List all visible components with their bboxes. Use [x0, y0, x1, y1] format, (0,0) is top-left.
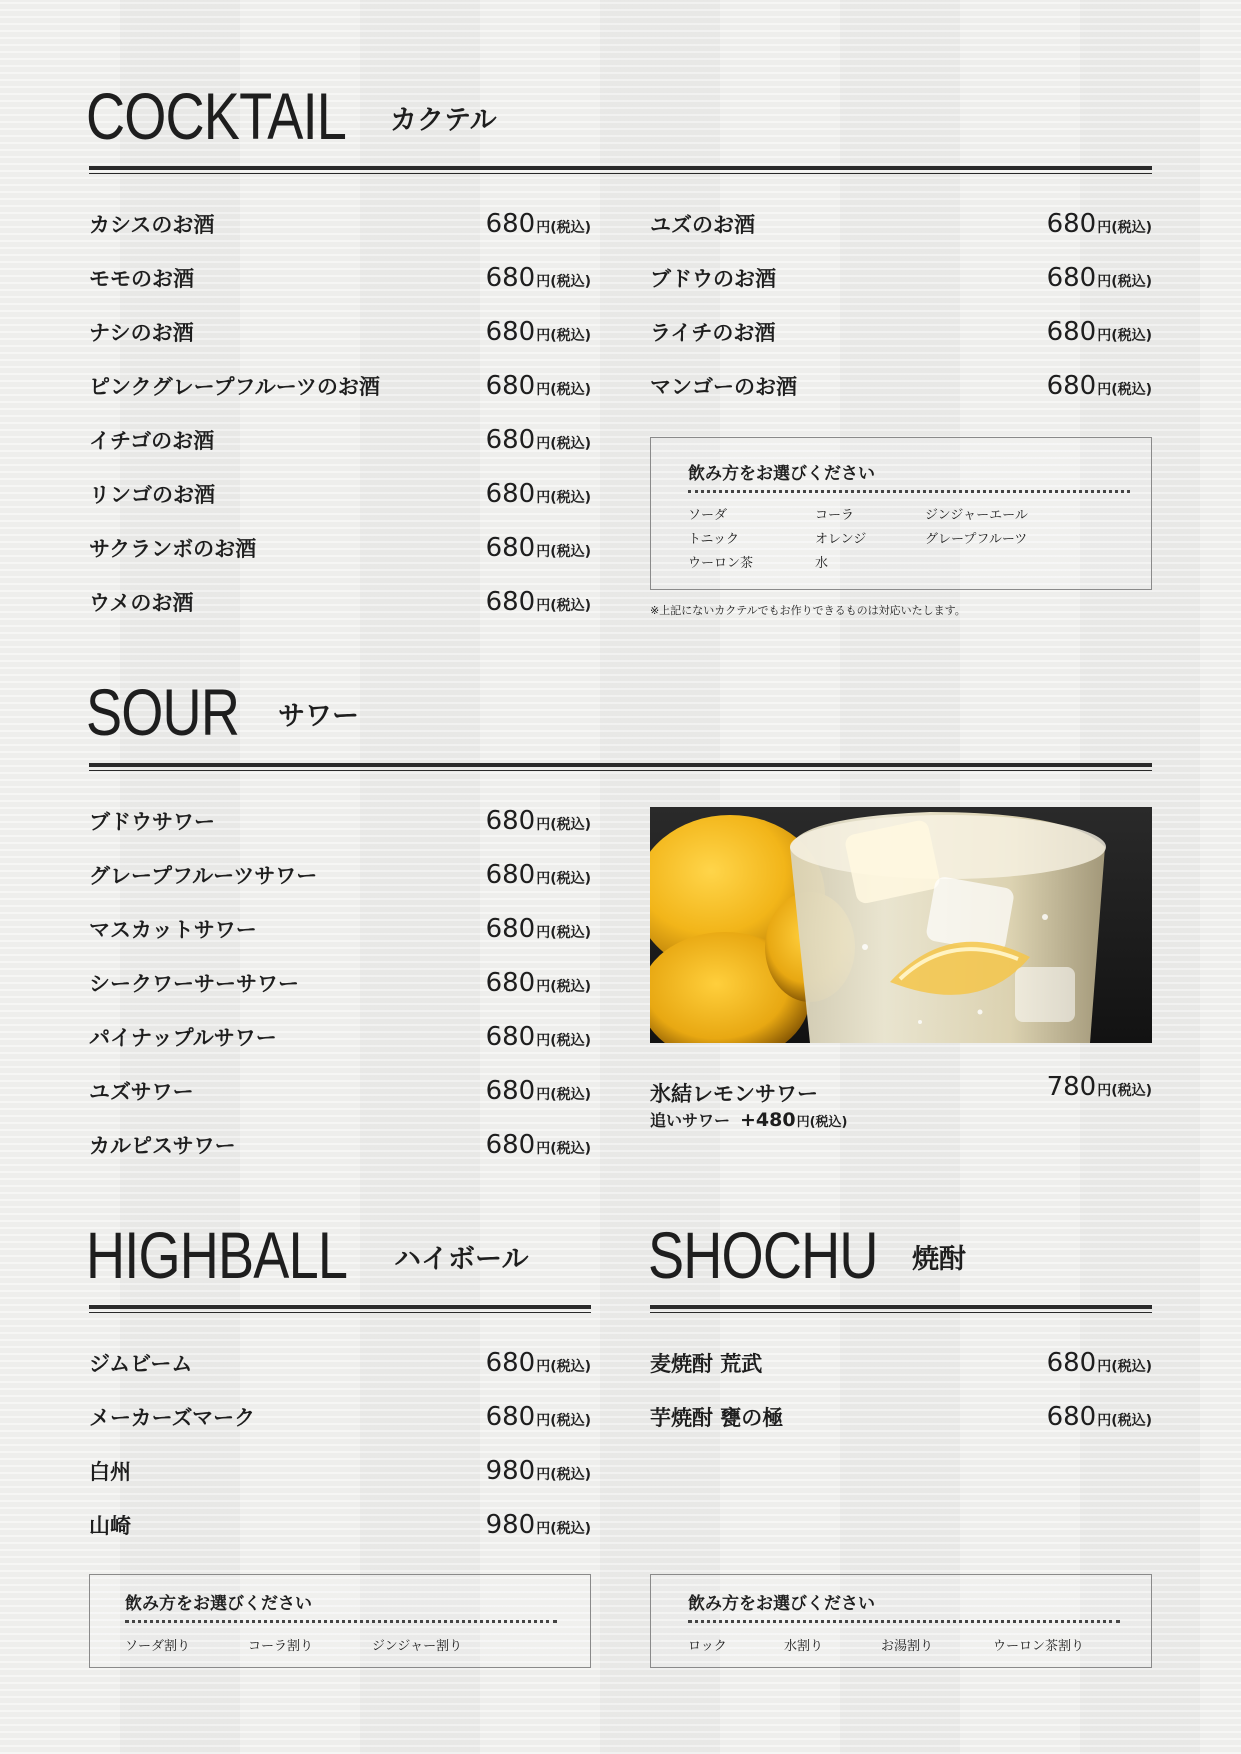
price-suffix: 円(税込): [1097, 1413, 1152, 1429]
mixer-option: トニック: [688, 532, 739, 547]
lemon-sour-photo: [650, 807, 1152, 1043]
highball-mixer-box: [89, 1574, 591, 1668]
highball-title-jp: ハイボール: [394, 1244, 529, 1275]
mixer-option: ジンジャー割り: [372, 1639, 463, 1654]
menu-item: [89, 305, 591, 359]
shochu-title-jp: 焼酎: [912, 1244, 966, 1275]
item-name: ピンクグレープフルーツのお酒: [89, 375, 380, 399]
price-number: 680: [1046, 209, 1097, 239]
refill-price: +480: [740, 1109, 796, 1131]
cocktail-rule-thin: [89, 173, 1152, 174]
item-price: [486, 1348, 591, 1378]
mixer-box-title: 飲み方をお選びください: [688, 1594, 875, 1614]
menu-item: [89, 1498, 591, 1552]
price-suffix: 円(税込): [536, 1359, 591, 1375]
item-name: メーカーズマーク: [89, 1406, 256, 1430]
item-name: ブドウサワー: [89, 810, 215, 834]
price-number: 680: [1046, 263, 1097, 293]
price-number: 680: [485, 371, 536, 401]
item-price: [486, 425, 591, 455]
cocktail-right-list: [650, 197, 1152, 413]
item-price: [486, 968, 591, 998]
item-name: サクランボのお酒: [89, 537, 257, 561]
price-suffix: 円(税込): [536, 436, 591, 452]
item-price: [486, 1076, 591, 1106]
price-suffix: 円(税込): [1097, 220, 1152, 236]
price-number: 680: [485, 587, 536, 617]
shochu-mixer-box: [650, 1574, 1152, 1668]
item-name: ジムビーム: [89, 1352, 193, 1376]
price-number: 680: [1046, 317, 1097, 347]
menu-item: [89, 848, 591, 902]
shochu-rule-thick: [650, 1305, 1152, 1309]
menu-item: [89, 251, 591, 305]
item-name: ナシのお酒: [89, 321, 194, 345]
featured-sour: [650, 1072, 1152, 1132]
item-name: モモのお酒: [89, 267, 194, 291]
item-price: [486, 371, 591, 401]
price-suffix: 円(税込): [536, 274, 591, 290]
price-suffix: 円(税込): [1097, 382, 1152, 398]
price-number: 680: [485, 968, 536, 998]
item-name: イチゴのお酒: [89, 429, 215, 453]
highball-title: HIGHBALL: [86, 1218, 348, 1292]
item-name: ブドウのお酒: [650, 267, 776, 291]
item-price: [486, 1510, 591, 1540]
menu-item: [89, 1118, 591, 1172]
mixer-option: お湯割り: [881, 1639, 934, 1654]
price-suffix: 円(税込): [796, 1115, 848, 1130]
mixer-option: グレープフルーツ: [925, 532, 1028, 547]
menu-item: [89, 1064, 591, 1118]
price-number: 680: [485, 425, 536, 455]
price-number: 680: [485, 479, 536, 509]
price-number: 680: [485, 806, 536, 836]
price-suffix: 円(税込): [536, 1413, 591, 1429]
menu-item: [89, 413, 591, 467]
cocktail-title: COCKTAIL: [86, 79, 347, 153]
shochu-list: [650, 1336, 1152, 1444]
menu-item: [89, 1390, 591, 1444]
item-name: 山崎: [89, 1514, 131, 1538]
cocktail-title-jp: カクテル: [390, 105, 497, 136]
menu-item: [650, 1336, 1152, 1390]
price-suffix: 円(税込): [536, 925, 591, 941]
shochu-rule-thin: [650, 1312, 1152, 1313]
mixer-option: ジンジャーエール: [925, 508, 1028, 523]
shochu-title: SHOCHU: [648, 1218, 878, 1292]
price-number: 680: [485, 1076, 536, 1106]
mixer-option: ソーダ: [688, 508, 728, 523]
refill-label: 追いサワー: [650, 1111, 731, 1130]
item-price: [486, 806, 591, 836]
item-name: カルピスサワー: [89, 1134, 236, 1158]
item-name: 麦焼酎 荒武: [650, 1352, 763, 1376]
menu-item: [89, 1444, 591, 1498]
sour-title-jp: サワー: [278, 701, 359, 732]
menu-item: [89, 521, 591, 575]
price-suffix: 円(税込): [536, 1467, 591, 1483]
price-number: 680: [485, 860, 536, 890]
price-number: 680: [485, 914, 536, 944]
mixer-box-title: 飲み方をお選びください: [125, 1594, 312, 1614]
item-price: [486, 1022, 591, 1052]
price-suffix: 円(税込): [1097, 1359, 1152, 1375]
price-suffix: 円(税込): [536, 871, 591, 887]
mixer-option: コーラ割り: [248, 1639, 314, 1654]
item-name: リンゴのお酒: [89, 483, 215, 507]
menu-item: [89, 467, 591, 521]
price-suffix: 円(税込): [536, 328, 591, 344]
price-number: 980: [485, 1456, 536, 1486]
price-number: 680: [485, 1348, 536, 1378]
sour-rule-thin: [89, 770, 1152, 771]
item-name: パイナップルサワー: [89, 1026, 277, 1050]
mixer-option: ウーロン茶割り: [993, 1639, 1085, 1654]
menu-item: [650, 305, 1152, 359]
cocktail-left-list: [89, 197, 591, 629]
item-name: 芋焼酎 甕の極: [650, 1406, 784, 1430]
price-suffix: 円(税込): [536, 490, 591, 506]
item-price: [486, 860, 591, 890]
item-name: グレープフルーツサワー: [89, 864, 318, 888]
item-price: [486, 533, 591, 563]
item-name: 白州: [89, 1460, 131, 1484]
item-name: ライチのお酒: [650, 321, 776, 345]
item-price: [1047, 263, 1152, 293]
item-name: カシスのお酒: [89, 213, 215, 237]
highball-list: [89, 1336, 591, 1552]
item-price: [486, 209, 591, 239]
item-price: [1047, 317, 1152, 347]
item-price: [486, 1456, 591, 1486]
mixer-option: ロック: [688, 1639, 727, 1654]
cocktail-rule-thick: [89, 166, 1152, 170]
menu-item: [650, 251, 1152, 305]
cocktail-mixer-box: [650, 437, 1152, 590]
price-suffix: 円(税込): [536, 1087, 591, 1103]
refill-line: [650, 1108, 848, 1131]
featured-price: [1047, 1072, 1152, 1102]
mixer-option: ウーロン茶: [688, 556, 754, 571]
sour-title: SOUR: [86, 675, 240, 749]
item-name: ユズのお酒: [650, 213, 755, 237]
item-price: [486, 587, 591, 617]
price-number: 680: [485, 317, 536, 347]
item-name: シークワーサーサワー: [89, 972, 299, 996]
item-price: [486, 1402, 591, 1432]
price-suffix: 円(税込): [536, 544, 591, 560]
price-suffix: 円(税込): [536, 817, 591, 833]
dotted-divider: [688, 490, 1130, 493]
menu-item: [650, 359, 1152, 413]
dotted-divider: [125, 1620, 557, 1623]
item-price: [1047, 371, 1152, 401]
item-price: [486, 1130, 591, 1160]
price-number: 680: [1046, 371, 1097, 401]
price-number: 680: [485, 1402, 536, 1432]
mixer-option: ソーダ割り: [125, 1639, 191, 1654]
price-number: 680: [485, 533, 536, 563]
item-price: [486, 263, 591, 293]
menu-item: [89, 575, 591, 629]
price-suffix: 円(税込): [1097, 1083, 1152, 1099]
price-suffix: 円(税込): [536, 979, 591, 995]
featured-name: 氷結レモンサワー: [650, 1082, 818, 1106]
price-number: 680: [1046, 1402, 1097, 1432]
highball-rule-thick: [89, 1305, 591, 1309]
price-number: 980: [485, 1510, 536, 1540]
price-number: 680: [485, 1022, 536, 1052]
price-suffix: 円(税込): [536, 598, 591, 614]
price-suffix: 円(税込): [536, 1033, 591, 1049]
menu-item: [89, 1010, 591, 1064]
cocktail-note: ※上記にないカクテルでもお作りできるものは対応いたします。: [650, 604, 966, 617]
price-suffix: 円(税込): [536, 220, 591, 236]
sour-rule-thick: [89, 763, 1152, 767]
price-suffix: 円(税込): [536, 1141, 591, 1157]
menu-item: [650, 1390, 1152, 1444]
menu-item: [650, 197, 1152, 251]
lemon-sour-illustration: [650, 807, 1152, 1043]
price-suffix: 円(税込): [536, 382, 591, 398]
price-number: 680: [485, 209, 536, 239]
item-price: [486, 317, 591, 347]
price-suffix: 円(税込): [1097, 274, 1152, 290]
sour-list: [89, 794, 591, 1172]
item-name: マンゴーのお酒: [650, 375, 797, 399]
item-price: [1047, 1402, 1152, 1432]
dotted-divider: [688, 1620, 1120, 1623]
menu-item: [89, 794, 591, 848]
mixer-option: 水割り: [784, 1639, 824, 1654]
mixer-option: オレンジ: [815, 532, 867, 547]
menu-item: [89, 197, 591, 251]
item-name: マスカットサワー: [89, 918, 257, 942]
highball-rule-thin: [89, 1312, 591, 1313]
menu-item: [89, 902, 591, 956]
price-number: 680: [485, 1130, 536, 1160]
menu-item: [89, 1336, 591, 1390]
menu-item: [89, 359, 591, 413]
mixer-box-title: 飲み方をお選びください: [688, 464, 875, 484]
item-name: ウメのお酒: [89, 591, 194, 615]
item-price: [486, 914, 591, 944]
item-name: ユズサワー: [89, 1080, 194, 1104]
menu-item: [89, 956, 591, 1010]
item-price: [1047, 209, 1152, 239]
mixer-option: コーラ: [815, 508, 855, 523]
price-number: 780: [1046, 1072, 1097, 1102]
price-suffix: 円(税込): [536, 1521, 591, 1537]
item-price: [1047, 1348, 1152, 1378]
price-number: 680: [485, 263, 536, 293]
price-suffix: 円(税込): [1097, 328, 1152, 344]
item-price: [486, 479, 591, 509]
mixer-option: 水: [815, 556, 829, 571]
price-number: 680: [1046, 1348, 1097, 1378]
